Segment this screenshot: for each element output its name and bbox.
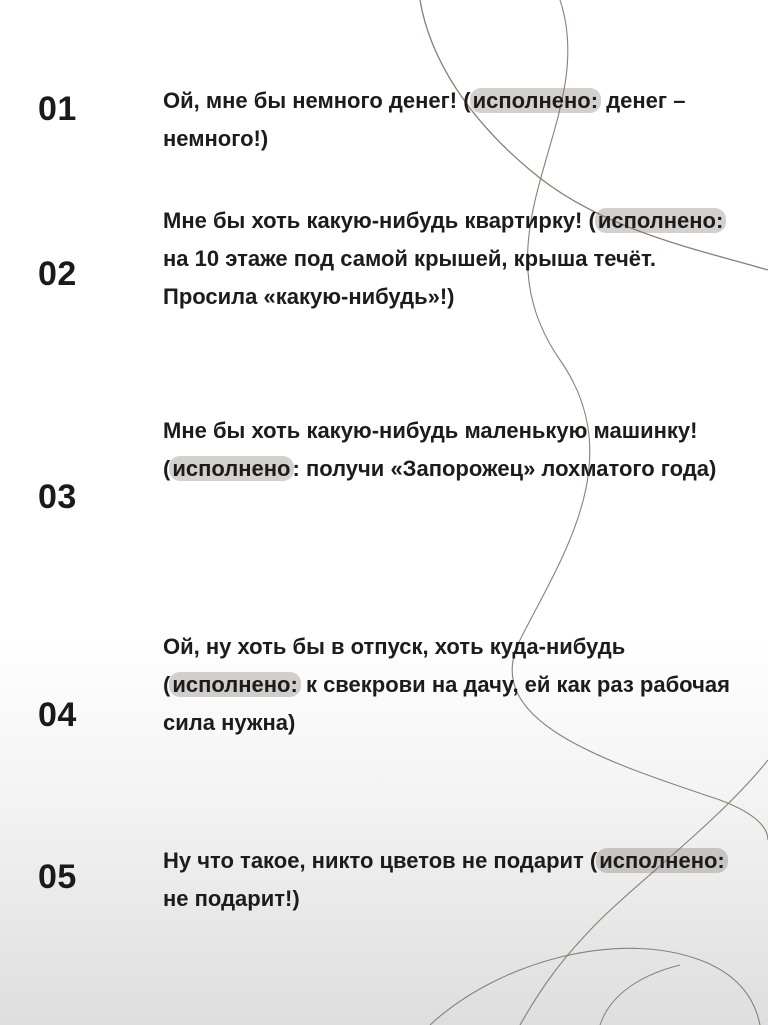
item-text-end: денег – немного!) — [163, 88, 686, 151]
item-text — [163, 842, 743, 918]
item-number: 05 — [38, 858, 77, 896]
item-number: 04 — [38, 696, 77, 734]
item-text-start: Ну что такое, никто цветов не подарит ( — [163, 848, 598, 873]
item-text-end: на 10 этаже под самой крышей, крыша течёт. Просила «какую-нибудь»!) — [163, 246, 656, 309]
item-text-end: : получи «Запорожец» лохматого года) — [292, 456, 717, 481]
highlighted-word: исполнено: — [470, 88, 602, 113]
highlighted-word: исполнено: — [169, 672, 301, 697]
highlighted-word: исполнено: — [596, 848, 728, 873]
decorative-line-5 — [600, 965, 680, 1025]
item-text-start: Ой, ну хоть бы в отпуск, хоть куда-нибудь ( — [163, 634, 626, 697]
item-text-start: Мне бы хоть какую-нибудь квартирку! ( — [163, 208, 596, 233]
item-number: 03 — [38, 478, 77, 516]
highlighted-word: исполнено: — [595, 208, 727, 233]
item-text — [163, 82, 743, 158]
item-text-end: не подарит!) — [163, 886, 300, 911]
item-number: 02 — [38, 255, 77, 293]
item-text-start: Ой, мне бы немного денег! ( — [163, 88, 471, 113]
highlighted-word: исполнено — [169, 456, 293, 481]
item-text-start: Мне бы хоть какую-нибудь маленькую машинку! ( — [163, 418, 698, 481]
item-text — [163, 202, 743, 316]
item-text-end: к свекрови на дачу, ей как раз рабочая сила нужна) — [163, 672, 730, 735]
item-text — [163, 412, 743, 488]
item-number: 01 — [38, 90, 77, 128]
item-text — [163, 628, 743, 742]
decorative-line-4 — [430, 948, 760, 1025]
